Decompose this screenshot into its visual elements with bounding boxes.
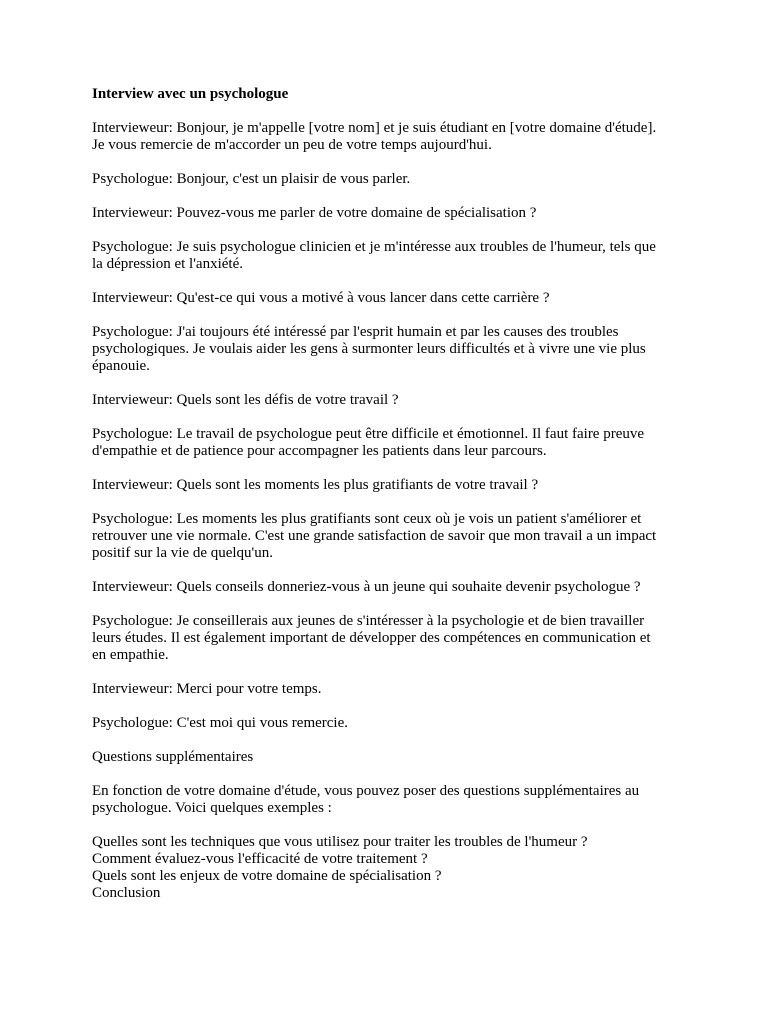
paragraph: [92, 681, 692, 698]
paragraph-line: Intervieweur: Bonjour, je m'appelle [votre nom] et je suis étudiant en [votre domaine d'étude].: [92, 120, 657, 136]
paragraph-line: Psychologue: Je suis psychologue clinicien et je m'intéresse aux troubles de l'humeur, tels que: [92, 239, 656, 255]
paragraph: [92, 324, 692, 375]
list-item: Quelles sont les techniques que vous utilisez pour traiter les troubles de l'humeur ?: [92, 834, 588, 850]
paragraph-line: psychologue. Voici quelques exemples :: [92, 800, 332, 816]
paragraph-line: Psychologue: J'ai toujours été intéressé par l'esprit humain et par les causes des troubles: [92, 324, 619, 340]
paragraph-line: Intervieweur: Qu'est-ce qui vous a motivé à vous lancer dans cette carrière ?: [92, 290, 550, 306]
list-item: Quels sont les enjeux de votre domaine de spécialisation ?: [92, 868, 442, 884]
paragraph: [92, 290, 692, 307]
paragraph-line: en empathie.: [92, 647, 169, 663]
paragraph-line: Intervieweur: Quels sont les défis de votre travail ?: [92, 392, 399, 408]
list-item: Comment évaluez-vous l'efficacité de votre traitement ?: [92, 851, 428, 867]
paragraph: [92, 783, 692, 817]
paragraph-line: Intervieweur: Merci pour votre temps.: [92, 681, 322, 697]
document-page: [92, 86, 692, 902]
paragraph-line: Intervieweur: Quels sont les moments les plus gratifiants de votre travail ?: [92, 477, 539, 493]
paragraph-line: d'empathie et de patience pour accompagner les patients dans leur parcours.: [92, 443, 547, 459]
paragraph: [92, 426, 692, 460]
paragraph-intro: [92, 120, 692, 154]
paragraph-line: la dépression et l'anxiété.: [92, 256, 243, 272]
paragraph: [92, 511, 692, 562]
question-list: [92, 834, 692, 902]
paragraph-line: Psychologue: Les moments les plus gratifiants sont ceux où je vois un patient s'améliorer et: [92, 511, 642, 527]
paragraph-line: leurs études. Il est également important de développer des compétences en communication et: [92, 630, 651, 646]
paragraph-line: épanouie.: [92, 358, 150, 374]
paragraph: [92, 613, 692, 664]
paragraph-line: Je vous remercie de m'accorder un peu de votre temps aujourd'hui.: [92, 137, 492, 153]
paragraph: [92, 579, 692, 596]
paragraph-line: Psychologue: Je conseillerais aux jeunes de s'intéresser à la psychologie et de bien travailler: [92, 613, 645, 629]
paragraph-line: psychologiques. Je voulais aider les gens à surmonter leurs difficultés et à vivre une vie plus: [92, 341, 646, 357]
list-item: Conclusion: [92, 885, 161, 901]
paragraph-line: Psychologue: Bonjour, c'est un plaisir de vous parler.: [92, 171, 411, 187]
paragraph-line: En fonction de votre domaine d'étude, vous pouvez poser des questions supplémentaires au: [92, 783, 640, 799]
paragraph-line: Intervieweur: Pouvez-vous me parler de votre domaine de spécialisation ?: [92, 205, 537, 221]
document-title: Interview avec un psychologue: [92, 86, 289, 102]
paragraph-line: Psychologue: Le travail de psychologue peut être difficile et émotionnel. Il faut faire preuve: [92, 426, 645, 442]
paragraph: [92, 392, 692, 409]
paragraph: [92, 171, 692, 188]
paragraph: [92, 477, 692, 494]
paragraph-line: Questions supplémentaires: [92, 749, 254, 765]
paragraph-line: positif sur la vie de quelqu'un.: [92, 545, 274, 561]
paragraph-line: Intervieweur: Quels conseils donneriez-vous à un jeune qui souhaite devenir psychologue ?: [92, 579, 641, 595]
paragraph-line: Psychologue: C'est moi qui vous remercie.: [92, 715, 348, 731]
paragraph-line: retrouver une vie normale. C'est une grande satisfaction de savoir que mon travail a un impact: [92, 528, 657, 544]
paragraph: [92, 205, 692, 222]
paragraph: [92, 239, 692, 273]
section-heading: [92, 749, 692, 766]
paragraph: [92, 715, 692, 732]
